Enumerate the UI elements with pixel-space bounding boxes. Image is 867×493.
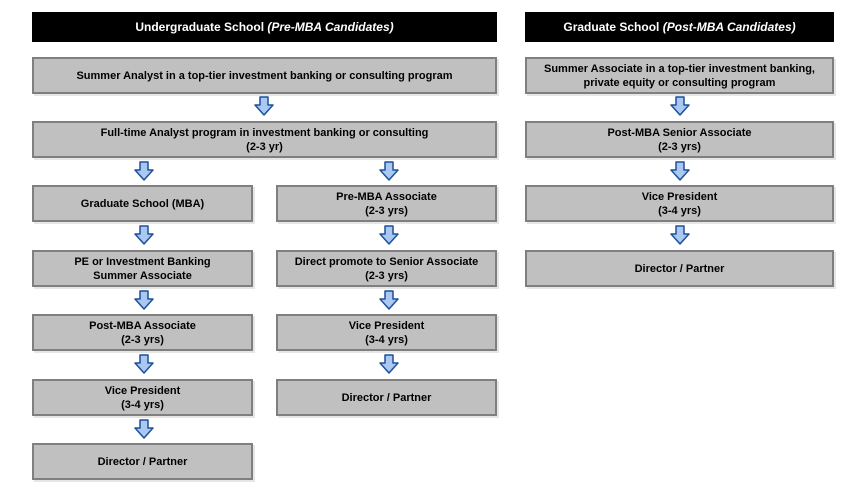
down-arrow-icon	[133, 225, 155, 245]
grad-vice-president-duration: (3-4 yrs)	[658, 204, 701, 217]
down-arrow-icon	[669, 96, 691, 116]
down-arrow-icon	[378, 225, 400, 245]
down-arrow-icon	[133, 354, 155, 374]
fulltime-analyst-box	[32, 121, 497, 158]
pe-ib-summer-associate-label-1: PE or Investment Banking	[74, 255, 211, 268]
down-arrow-icon	[669, 161, 691, 181]
left-vice-president-box	[32, 379, 253, 416]
post-mba-associate-label: Post-MBA Associate	[89, 319, 196, 332]
graduate-header	[525, 12, 834, 42]
post-mba-senior-associate-box	[525, 121, 834, 158]
pre-mba-associate-box	[276, 185, 497, 222]
grad-vice-president-box	[525, 185, 834, 222]
right-director-partner-box	[276, 379, 497, 416]
graduate-school-mba-box	[32, 185, 253, 222]
post-mba-associate-duration: (2-3 yrs)	[121, 333, 164, 346]
down-arrow-icon	[133, 161, 155, 181]
down-arrow-icon	[378, 290, 400, 310]
grad-summer-associate-box	[525, 57, 834, 94]
fulltime-analyst-label: Full-time Analyst program in investment banking or consulting	[100, 126, 429, 139]
right-vice-president-duration: (3-4 yrs)	[365, 333, 408, 346]
graduate-header-title: Graduate School	[563, 20, 660, 34]
grad-summer-associate-label-2: private equity or consulting program	[583, 76, 776, 89]
pe-ib-summer-associate-box	[32, 250, 253, 287]
left-director-partner-box	[32, 443, 253, 480]
down-arrow-icon	[253, 96, 275, 116]
direct-promote-senior-associate-box	[276, 250, 497, 287]
post-mba-associate-box	[32, 314, 253, 351]
down-arrow-icon	[378, 354, 400, 374]
down-arrow-icon	[669, 225, 691, 245]
grad-vice-president-label: Vice President	[641, 190, 718, 203]
left-vice-president-label: Vice President	[104, 384, 181, 397]
left-vice-president-duration: (3-4 yrs)	[121, 398, 164, 411]
fulltime-analyst-duration: (2-3 yr)	[246, 140, 283, 153]
undergrad-header-subtitle: (Pre-MBA Candidates)	[267, 20, 394, 34]
grad-director-partner-label: Director / Partner	[634, 262, 725, 275]
graduate-header-subtitle: (Post-MBA Candidates)	[662, 20, 796, 34]
grad-director-partner-box	[525, 250, 834, 287]
pre-mba-associate-duration: (2-3 yrs)	[365, 204, 408, 217]
direct-promote-senior-associate-label: Direct promote to Senior Associate	[294, 255, 479, 268]
pe-ib-summer-associate-label-2: Summer Associate	[93, 269, 192, 282]
summer-analyst-box	[32, 57, 497, 94]
pre-mba-associate-label: Pre-MBA Associate	[336, 190, 437, 203]
down-arrow-icon	[133, 419, 155, 439]
right-vice-president-label: Vice President	[348, 319, 425, 332]
post-mba-senior-associate-label: Post-MBA Senior Associate	[607, 126, 752, 139]
down-arrow-icon	[133, 290, 155, 310]
undergrad-header-title: Undergraduate School	[135, 20, 265, 34]
post-mba-senior-associate-duration: (2-3 yrs)	[658, 140, 701, 153]
direct-promote-senior-associate-duration: (2-3 yrs)	[365, 269, 408, 282]
grad-summer-associate-label-1: Summer Associate in a top-tier investment banking,	[544, 62, 815, 75]
summer-analyst-label: Summer Analyst in a top-tier investment banking or consulting program	[76, 69, 453, 82]
down-arrow-icon	[378, 161, 400, 181]
right-director-partner-label: Director / Partner	[341, 391, 432, 404]
right-vice-president-box	[276, 314, 497, 351]
graduate-school-mba-label: Graduate School (MBA)	[80, 197, 205, 210]
undergrad-header	[32, 12, 497, 42]
left-director-partner-label: Director / Partner	[97, 455, 188, 468]
